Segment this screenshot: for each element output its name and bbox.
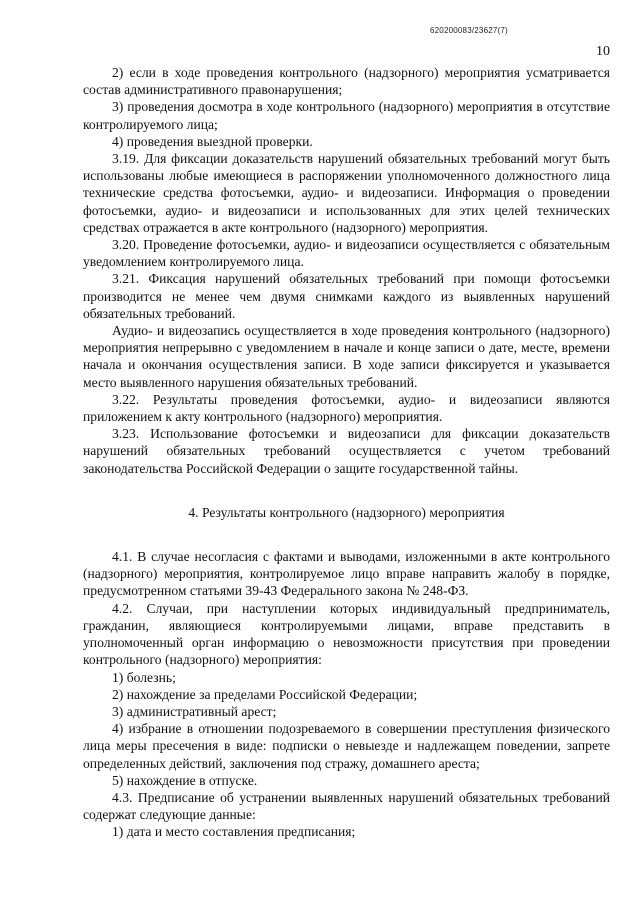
paragraph: 3.21. Фиксация нарушений обязательных требований при помощи фотосъемки производится не менее чем двумя снимками каждого из выявленных нарушений обязательных требований. (83, 271, 610, 321)
paragraph: 3.22. Результаты проведения фотосъемки, аудио- и видеозаписи являются приложением к акту контрольного (надзорного) мероприятия. (83, 391, 610, 425)
list-item: 1) болезнь; (112, 669, 176, 685)
document-body (83, 64, 610, 841)
paragraph: 4) проведения выездной проверки. (112, 133, 313, 149)
paragraph: 4.1. В случае несогласия с фактами и выводами, изложенными в акте контрольного (надзорного) мероприятия, контролируемое лицо вправе направить жалобу в порядке, предусмотренном статьями 39-43 Федерального закона № 248-ФЗ. (83, 549, 610, 599)
list-item: 3) административный арест; (112, 703, 277, 719)
paragraph: 3.20. Проведение фотосъемки, аудио- и видеозаписи осуществляется с обязательным уведомлением контролируемого лица. (83, 237, 610, 270)
paragraph: Аудио- и видеозапись осуществляется в ходе проведения контрольного (надзорного) мероприятия непрерывно с уведомлением в начале и конце записи о дате, месте, времени начала и окончания осуществления записи. В ходе записи фиксируется и указывается место выявленного нарушения обязательных требований. (83, 323, 610, 390)
list-item: 5) нахождение в отпуске. (112, 772, 258, 788)
paragraph: 4.2. Случаи, при наступлении которых индивидуальный предприниматель, гражданин, являющиеся контролируемыми лицами, вправе представить в уполномоченный орган информацию о невозможности присутствия при проведении контрольного (надзорного) мероприятия: (83, 600, 610, 668)
document-code: 620200083/23627(7) (430, 26, 508, 35)
list-item: 1) дата и место составления предписания; (112, 824, 356, 840)
paragraph: 4.3. Предписание об устранении выявленных нарушений обязательных требований содержат следующие данные: (83, 789, 610, 823)
list-item: 4) избрание в отношении подозреваемого в совершении преступления физического лица меры пресечения в виде: подписки о невыезде и надлежащем поведении, запрете определенных действий, заключения под стражу, домашнего ареста; (83, 721, 610, 771)
paragraph: 2) если в ходе проведения контрольного (надзорного) мероприятия усматривается состав административного правонарушения; (83, 65, 610, 98)
paragraph: 3) проведения досмотра в ходе контрольного (надзорного) мероприятия в отсутствие контролируемого лица; (83, 99, 610, 132)
paragraph: 3.23. Использование фотосъемки и видеозаписи для фиксации доказательств нарушений обязательных требований осуществляется с учетом требований законодательства Российской Федерации о защите государственной тайны. (83, 426, 610, 476)
page-number: 10 (596, 44, 610, 59)
section-heading: 4. Результаты контрольного (надзорного) мероприятия (188, 504, 505, 520)
paragraph: 3.19. Для фиксации доказательств нарушений обязательных требований могут быть использованы любые имеющиеся в распоряжении уполномоченного должностного лица технические средства фотосъемки, аудио- и видеозаписи. Информация о проведении фотосъемки, аудио- и видеозаписи и использованных для этих целей технических средствах отражается в акте контрольного (надзорного) мероприятия. (83, 151, 610, 235)
list-item: 2) нахождение за пределами Российской Федерации; (112, 686, 418, 702)
